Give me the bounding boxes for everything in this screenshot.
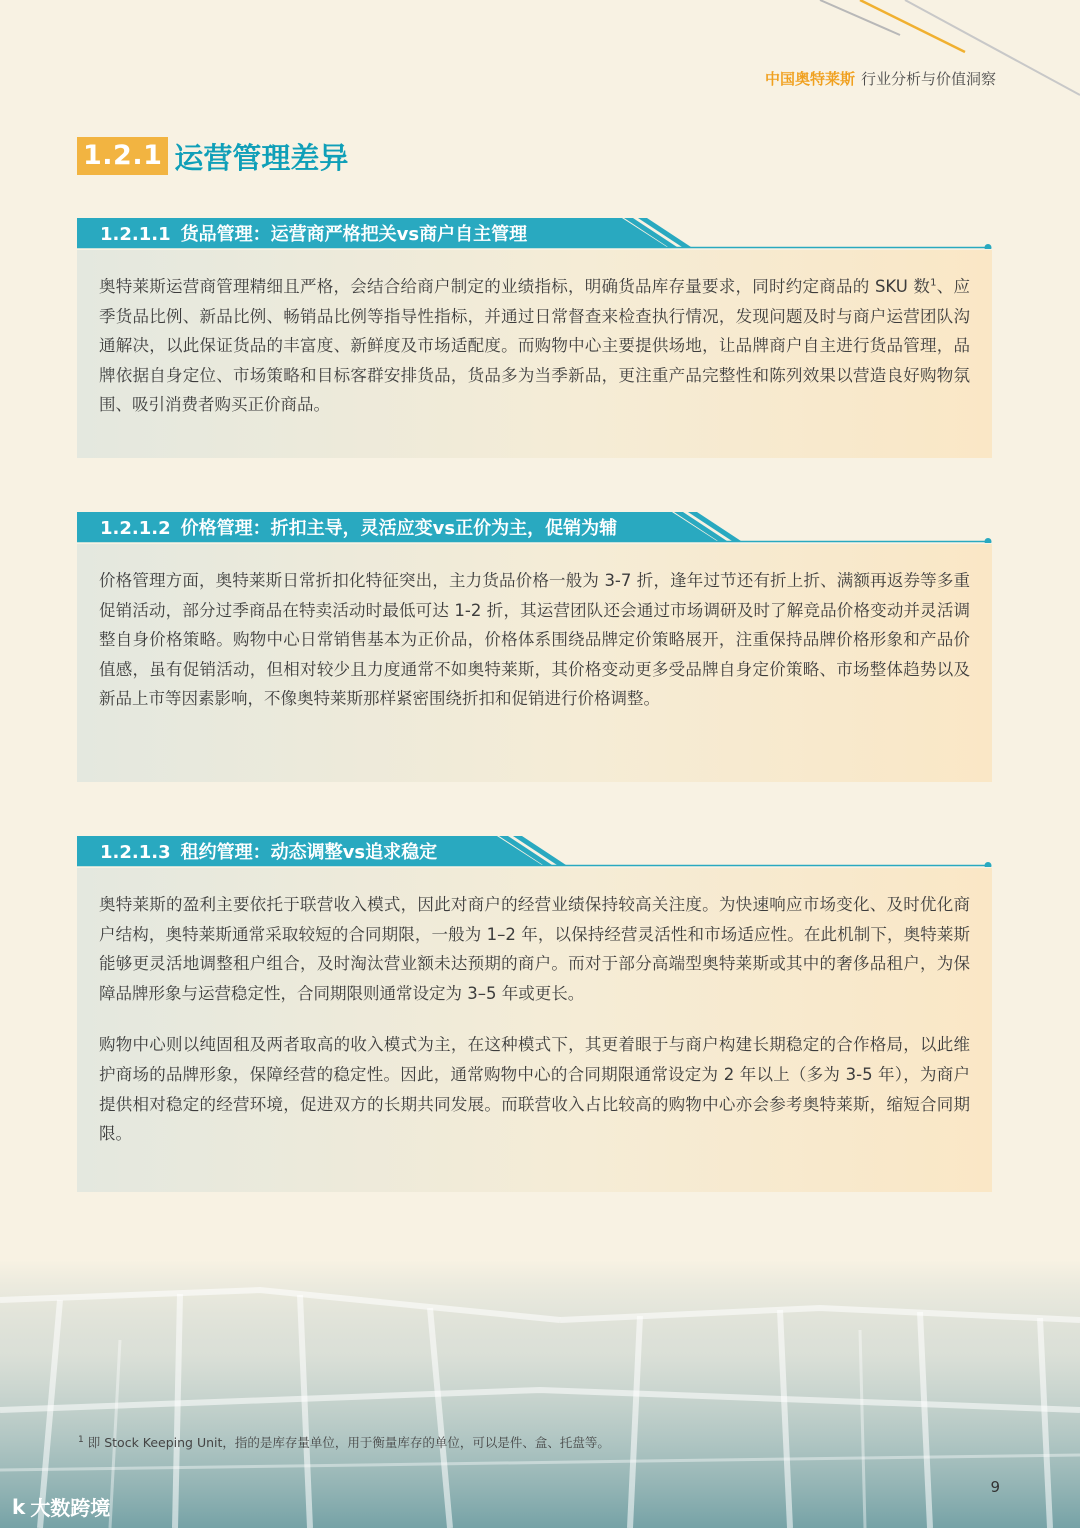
content-box-goods — [77, 250, 992, 458]
footnote-mark: 1 — [78, 1434, 84, 1445]
footnote-text: 即 Stock Keeping Unit，指的是库存量单位，用于衡量库存的单位，可以是件、盒、托盘等。 — [87, 1435, 610, 1450]
subsection-title: 租约管理：动态调整vs追求稳定 — [180, 842, 438, 863]
logo-text: 大数跨境 — [30, 1496, 111, 1520]
paragraph-text: 奥特莱斯的盈利主要依托于联营收入模式，因此对商户的经营业绩保持较高关注度。为快速响应市场变化、及时优化商户结构，奥特莱斯通常采取较短的合同期限，一般为 1–2 年，以保持经营灵活性和市场适应性。在此机制下，奥特莱斯能够更灵活地调整租户组合，及时淘汰营业额未达预期的商户。而对于部分高端型奥特莱斯或其中的奢侈品租户，为保障品牌形象与运营稳定性，合同期限则通常设定为 3–5 年或更长。 — [99, 895, 970, 1003]
content-box-lease — [77, 868, 992, 1192]
paragraph-text: 价格管理方面，奥特莱斯日常折扣化特征突出，主力货品价格一般为 3-7 折，逢年过节还有折上折、满额再返券等多重促销活动，部分过季商品在特卖活动时最低可达 1-2 折，其运营团队还会通过市场调研及时了解竞品价格变动并灵活调整自身价格策略。购物中心日常销售基本为正价品，价格体系围绕品牌定价策略展开，注重保持品牌价格形象和产品价值感，虽有促销活动，但相对较少且力度通常不如奥特莱斯，其价格变动更多受品牌自身定价策略、市场整体趋势以及新品上市等因素影响，不像奥特莱斯那样紧密围绕折扣和促销进行价格调整。 — [99, 571, 970, 709]
paragraph-text: 奥特莱斯运营商管理精细且严格，会结合给商户制定的业绩指标，明确货品库存量要求，同时约定商品的 SKU 数 — [99, 277, 931, 296]
subsection-title: 价格管理：折扣主导，灵活应变vs正价为主，促销为辅 — [180, 518, 618, 539]
section-title: 运营管理差异 — [174, 140, 349, 175]
building-background-image — [0, 1260, 1080, 1528]
subsection-bar-goods — [77, 218, 990, 249]
subsection-bar-lease — [77, 836, 990, 867]
paragraph — [77, 566, 992, 714]
subsection-heading — [100, 836, 437, 867]
subsection-heading — [100, 218, 527, 249]
logo-icon: k — [12, 1494, 25, 1519]
subsection-heading — [100, 512, 617, 543]
paragraph — [77, 890, 992, 1008]
watermark-logo — [12, 1492, 110, 1521]
content-box-price — [77, 544, 992, 782]
paragraph — [77, 1030, 992, 1148]
corner-decoration — [0, 0, 1080, 120]
header-subtitle: 行业分析与价值洞察 — [860, 70, 996, 88]
section-number: 1.2.1 — [77, 137, 168, 175]
subsection-title: 货品管理：运营商严格把关vs商户自主管理 — [180, 224, 528, 245]
subsection-number: 1.2.1.1 — [100, 224, 171, 245]
footnote — [78, 1433, 610, 1451]
page-number: 9 — [990, 1478, 1000, 1496]
paragraph-text: 、应季货品比例、新品比例、畅销品比例等指导性指标，并通过日常督查来检查执行情况，发现问题及时与商户运营团队沟通解决，以此保证货品的丰富度、新鲜度及市场适配度。而购物中心主要提供场地，让品牌商户自主进行货品管理，品牌依据自身定位、市场策略和目标客群安排货品，货品多为当季新品，更注重产品完整性和陈列效果以营造良好购物氛围、吸引消费者购买正价商品。 — [99, 277, 970, 415]
running-header — [765, 68, 996, 89]
section-heading — [77, 137, 348, 175]
header-brand: 中国奥特莱斯 — [764, 70, 855, 88]
paragraph-text: 购物中心则以纯固租及两者取高的收入模式为主，在这种模式下，其更着眼于与商户构建长期稳定的合作格局，以此维护商场的品牌形象，保障经营的稳定性。因此，通常购物中心的合同期限通常设定为 2 年以上（多为 3-5 年），为商户提供相对稳定的经营环境，促进双方的长期共同发展。而联营收入占比较高的购物中心亦会参考奥特莱斯，缩短合同期限。 — [99, 1035, 970, 1144]
paragraph — [77, 272, 992, 420]
subsection-number: 1.2.1.2 — [100, 518, 171, 539]
subsection-number: 1.2.1.3 — [100, 842, 171, 863]
footnote-ref: 1 — [930, 277, 937, 289]
subsection-bar-price — [77, 512, 990, 543]
